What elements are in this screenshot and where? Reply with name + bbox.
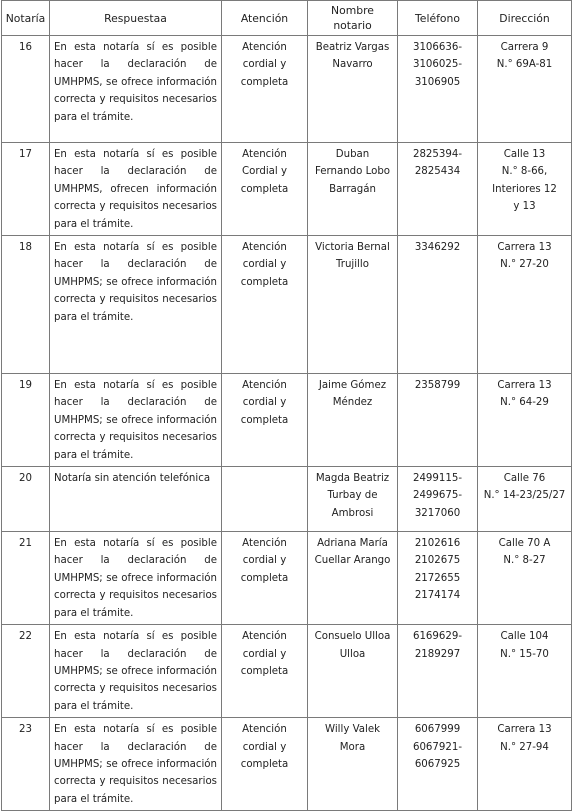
- nombre-notario-cell: Willy Valek Mora: [308, 718, 398, 811]
- notaria-number: 21: [2, 532, 50, 625]
- direccion-cell-line: N.° 27-20: [500, 259, 549, 271]
- header-row: [2, 1, 572, 36]
- notarias-table: [1, 0, 572, 811]
- table-row: [2, 236, 572, 374]
- telefono-cell-line: 3106025-: [412, 59, 463, 71]
- nombre-notario-cell: Beatriz Vargas Navarro: [308, 36, 398, 143]
- telefono-cell-line: 2189297: [414, 648, 461, 660]
- telefono-cell-line: 2499675-: [412, 490, 463, 502]
- telefono-cell-line: 2102616: [414, 538, 461, 550]
- nombre-notario-cell: Adriana María Cuellar Arango: [308, 532, 398, 625]
- telefono-cell-line: 2172655: [414, 572, 461, 584]
- direccion-cell-line: y 13: [513, 201, 536, 213]
- direccion-cell-line: Carrera 9: [500, 42, 549, 53]
- header-nombre-notario: Nombre notario: [308, 1, 398, 36]
- atencion-cell: Atención cordial y completa: [222, 236, 308, 374]
- telefono-cell-line: 6067999: [414, 724, 461, 736]
- table-row: [2, 143, 572, 236]
- header-notaria: Notaría: [2, 1, 50, 36]
- direccion-cell-line: Calle 13: [503, 149, 546, 160]
- telefono-cell-line: 6067925: [414, 758, 461, 770]
- direccion-cell-line: Interiores 12: [492, 183, 557, 195]
- header-direccion: Dirección: [478, 1, 572, 36]
- table-row: [2, 718, 572, 811]
- respuesta-cell: En esta notaría sí es posible hacer la declaración de UMHPMS, ofrecen información correcta y requisitos necesarios para el trámite.: [50, 143, 222, 236]
- direccion-cell-line: N.° 14-23/25/27: [483, 490, 566, 502]
- header-respuesta: Respuestaa: [50, 1, 222, 36]
- notaria-number: 16: [2, 36, 50, 143]
- atencion-cell: Atención cordial y completa: [222, 36, 308, 143]
- notaria-number: 20: [2, 467, 50, 532]
- direccion-cell: [478, 718, 572, 811]
- direccion-cell: [478, 625, 572, 718]
- telefono-cell-line: 6067921-: [412, 741, 463, 753]
- table-row: [2, 374, 572, 467]
- atencion-cell: Atención cordial y completa: [222, 532, 308, 625]
- telefono-cell-line: 2825394-: [412, 149, 463, 160]
- notaria-number: 23: [2, 718, 50, 811]
- respuesta-cell: En esta notaría sí es posible hacer la declaración de UMHPMS; se ofrece información correcta y requisitos necesarios para el trámite.: [50, 718, 222, 811]
- direccion-cell-line: Calle 104: [500, 631, 549, 643]
- respuesta-cell: En esta notaría sí es posible hacer la declaración de UMHPMS; se ofrece información correcta y requisitos necesarios para el trámite.: [50, 625, 222, 718]
- atencion-cell: Atención Cordial y completa: [222, 143, 308, 236]
- notaria-number: 19: [2, 374, 50, 467]
- direccion-cell: [478, 36, 572, 143]
- telefono-cell-line: 3346292: [414, 242, 461, 254]
- atencion-cell: Atención cordial y completa: [222, 374, 308, 467]
- telefono-cell-line: 2174174: [414, 590, 461, 602]
- telefono-cell: [398, 532, 478, 625]
- atencion-cell: Atención cordial y completa: [222, 718, 308, 811]
- nombre-notario-cell: Consuelo Ulloa Ulloa: [308, 625, 398, 718]
- table-row: [2, 36, 572, 143]
- telefono-cell: [398, 374, 478, 467]
- notaria-number: 17: [2, 143, 50, 236]
- telefono-cell: [398, 625, 478, 718]
- nombre-notario-cell: Duban Fernando Lobo Barragán: [308, 143, 398, 236]
- nombre-notario-cell: Victoria Bernal Trujillo: [308, 236, 398, 374]
- direccion-cell-line: Calle 70 A: [498, 538, 551, 550]
- direccion-cell: [478, 374, 572, 467]
- nombre-notario-cell: Magda Beatriz Turbay de Ambrosi: [308, 467, 398, 532]
- respuesta-cell: Notaría sin atención telefónica: [50, 467, 222, 532]
- direccion-cell-line: N.° 27-94: [500, 741, 549, 753]
- direccion-cell-line: N.° 64-29: [500, 397, 549, 409]
- telefono-cell-line: 3106636-: [412, 42, 463, 53]
- direccion-cell-line: N.° 15-70: [500, 648, 549, 660]
- telefono-cell-line: 3217060: [414, 507, 461, 519]
- telefono-cell-line: 2825434: [414, 166, 461, 178]
- notaria-number: 18: [2, 236, 50, 374]
- direccion-cell-line: Carrera 13: [497, 724, 552, 736]
- telefono-cell-line: 2358799: [414, 380, 461, 392]
- telefono-cell-line: 2499115-: [412, 473, 463, 485]
- direccion-cell-line: N.° 8-27: [503, 555, 546, 567]
- telefono-cell: [398, 467, 478, 532]
- respuesta-cell: En esta notaría sí es posible hacer la declaración de UMHPMS; se ofrece información correcta y requisitos necesarios para el trámite.: [50, 532, 222, 625]
- telefono-cell-line: 6169629-: [412, 631, 463, 643]
- direccion-cell-line: N.° 8-66,: [501, 166, 548, 178]
- atencion-cell: [222, 467, 308, 532]
- table-row: [2, 532, 572, 625]
- telefono-cell: [398, 143, 478, 236]
- nombre-notario-cell: Jaime Gómez Méndez: [308, 374, 398, 467]
- telefono-cell-line: 2102675: [414, 555, 461, 567]
- table-row: [2, 467, 572, 532]
- telefono-cell: [398, 236, 478, 374]
- respuesta-cell: En esta notaría sí es posible hacer la declaración de UMHPMS; se ofrece información correcta y requisitos necesarios para el trámite.: [50, 374, 222, 467]
- direccion-cell: [478, 143, 572, 236]
- header-atencion: Atención: [222, 1, 308, 36]
- telefono-cell: [398, 718, 478, 811]
- direccion-cell-line: N.° 69A-81: [496, 59, 553, 71]
- respuesta-cell: En esta notaría sí es posible hacer la declaración de UMHPMS; se ofrece información correcta y requisitos necesarios para el trámite.: [50, 236, 222, 374]
- notaria-number: 22: [2, 625, 50, 718]
- respuesta-cell: En esta notaría sí es posible hacer la declaración de UMHPMS, se ofrece información correcta y requisitos necesarios para el trámite.: [50, 36, 222, 143]
- table-body: [2, 36, 572, 811]
- direccion-cell-line: Calle 76: [503, 473, 546, 485]
- direccion-cell: [478, 467, 572, 532]
- atencion-cell: Atención cordial y completa: [222, 625, 308, 718]
- direccion-cell-line: Carrera 13: [497, 380, 552, 392]
- direccion-cell-line: Carrera 13: [497, 242, 552, 254]
- telefono-cell: [398, 36, 478, 143]
- direccion-cell: [478, 532, 572, 625]
- header-telefono: Teléfono: [398, 1, 478, 36]
- direccion-cell: [478, 236, 572, 374]
- table-row: [2, 625, 572, 718]
- telefono-cell-line: 3106905: [414, 76, 461, 88]
